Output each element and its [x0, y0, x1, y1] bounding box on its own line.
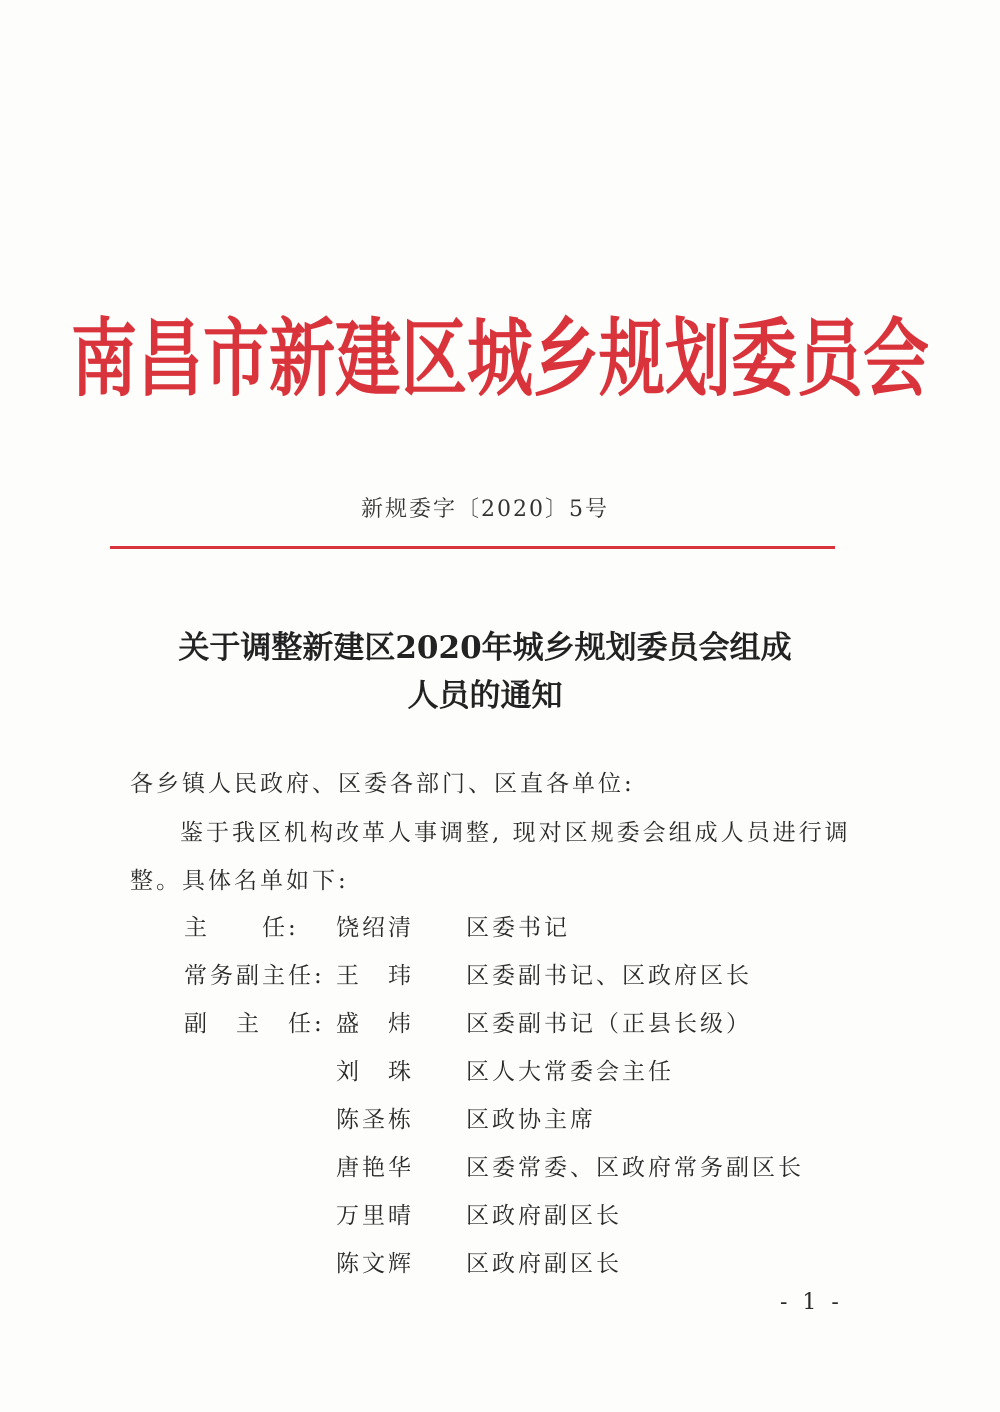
member-name: 盛 炜 — [336, 1011, 414, 1037]
member-position: 区政协主席 — [466, 1107, 596, 1133]
member-role: 常务副主任: — [184, 963, 325, 989]
document-title-line-1: 关于调整新建区2020年城乡规划委员会组成 — [178, 630, 792, 666]
member-position: 区政府副区长 — [466, 1251, 622, 1277]
document-title-line-2: 人员的通知 — [407, 678, 563, 714]
salutation: 各乡镇人民政府、区委各部门、区直各单位: — [130, 771, 635, 797]
member-position: 区委副书记、区政府区长 — [466, 963, 752, 989]
member-position: 区政府副区长 — [466, 1203, 622, 1229]
member-role: 副 主 任: — [184, 1011, 325, 1037]
member-position: 区委副书记（正县长级） — [466, 1011, 752, 1037]
body-paragraph-line-1: 鉴于我区机构改革人事调整, 现对区规委会组成人员进行调 — [180, 820, 851, 846]
member-name: 唐艳华 — [336, 1155, 414, 1181]
page-number: - 1 - — [780, 1290, 843, 1315]
red-divider-line — [110, 546, 835, 549]
member-name: 万里晴 — [336, 1203, 414, 1229]
member-role: 主 任: — [184, 915, 299, 941]
member-position: 区人大常委会主任 — [466, 1059, 674, 1085]
member-position: 区委书记 — [466, 915, 570, 941]
member-name: 王 玮 — [336, 963, 414, 989]
body-paragraph-line-2: 整。具体名单如下: — [130, 868, 349, 894]
member-name: 陈圣栋 — [336, 1107, 414, 1133]
document-number: 新规委字〔2020〕5号 — [361, 497, 609, 522]
member-name: 刘 珠 — [336, 1059, 414, 1085]
member-position: 区委常委、区政府常务副区长 — [466, 1155, 804, 1181]
member-name: 陈文辉 — [336, 1251, 414, 1277]
member-name: 饶绍清 — [336, 915, 414, 941]
issuer-masthead: 南昌市新建区城乡规划委员会 — [71, 310, 929, 409]
